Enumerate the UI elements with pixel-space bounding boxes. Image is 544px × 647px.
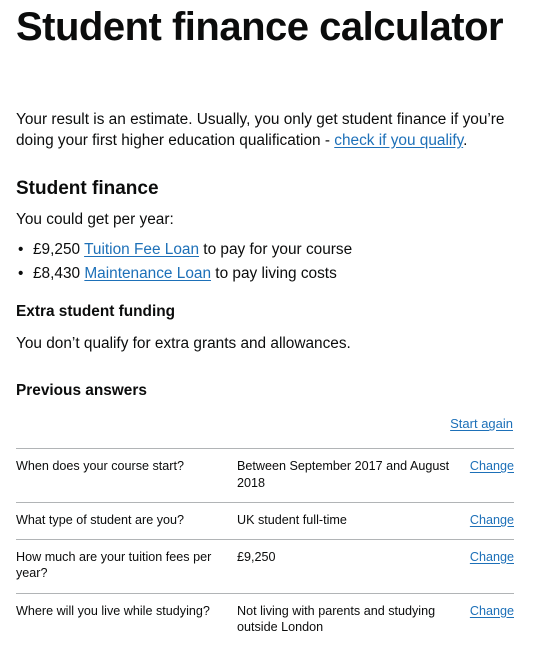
start-again-link[interactable]: Start again [450, 416, 513, 431]
change-student-type-link[interactable]: Change [469, 513, 514, 527]
change-cell [469, 593, 514, 647]
answer-value: Not living with parents and studying outside London [237, 603, 436, 634]
loan-purpose: to pay living costs [211, 265, 337, 282]
change-cell [469, 503, 514, 540]
change-course-start-link[interactable]: Change [469, 459, 514, 473]
bullet-icon: • [18, 265, 24, 282]
loan-amount: £9,250 [33, 241, 81, 258]
intro-text [16, 110, 506, 151]
table-row [16, 593, 514, 647]
change-living-arrangement-link[interactable]: Change [469, 603, 514, 618]
previous-answers-heading: Previous answers [16, 382, 147, 399]
intro-text-before-link: Your result is an estimate. Usually, you only get student finance if you’re doing your first higher education qualification - [16, 111, 505, 149]
answer-value: £9,250 [237, 549, 276, 564]
tuition-fee-loan-link[interactable]: Tuition Fee Loan [84, 241, 200, 258]
table-row [16, 449, 514, 503]
answer-question: When does your course start? [16, 459, 184, 473]
answer-question: How much are your tuition fees per year? [16, 549, 212, 580]
loan-list [16, 240, 352, 288]
answer-question: Where will you live while studying? [16, 603, 210, 618]
loan-amount: £8,430 [33, 265, 81, 282]
extra-funding-heading: Extra student funding [16, 303, 176, 320]
maintenance-loan-link[interactable]: Maintenance Loan [84, 265, 212, 282]
list-item [16, 240, 352, 260]
table-row [16, 539, 514, 593]
answer-value: Between September 2017 and August 2018 [237, 459, 450, 490]
could-get-per-year: You could get per year: [16, 211, 174, 228]
table-row [16, 503, 514, 540]
bullet-icon: • [18, 241, 24, 258]
loan-purpose: to pay for your course [199, 241, 353, 258]
extra-funding-text: You don’t qualify for extra grants and allowances. [16, 335, 351, 352]
change-tuition-fees-link[interactable]: Change [469, 549, 514, 564]
change-cell [469, 449, 514, 503]
student-finance-heading: Student finance [16, 178, 159, 199]
list-item [16, 264, 352, 284]
page-title: Student finance calculator [16, 5, 504, 49]
answer-question: What type of student are you? [16, 513, 185, 527]
intro-text-after-link: . [463, 131, 468, 149]
check-if-you-qualify-link[interactable]: check if you qualify [334, 131, 464, 149]
previous-answers-table [16, 448, 514, 647]
change-cell [469, 539, 514, 593]
answer-value: UK student full-time [237, 513, 347, 527]
